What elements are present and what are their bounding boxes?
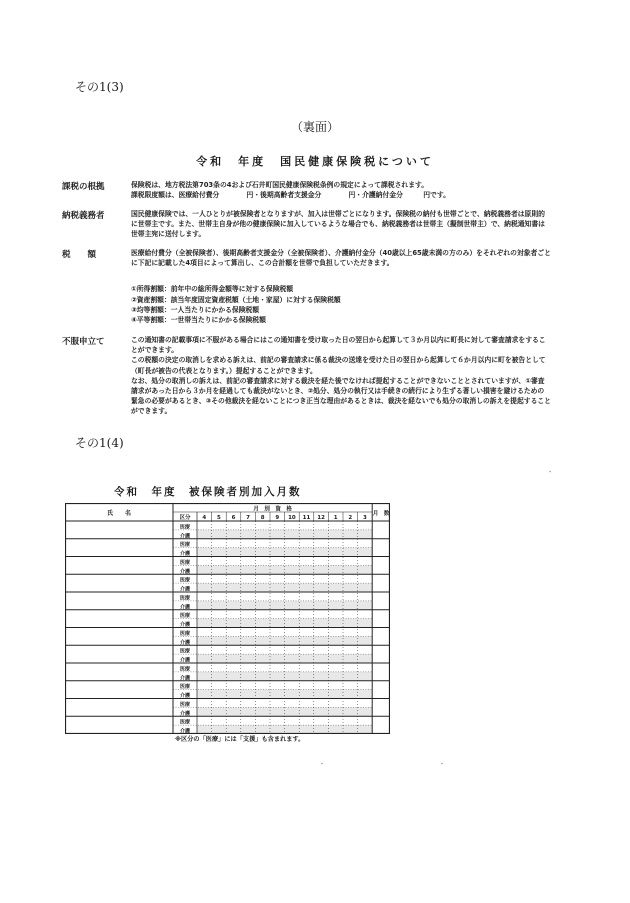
row-label-care: 介護 (179, 568, 191, 575)
section-line: なお、処分の取消しの訴えは、前記の審査請求に対する裁決を経た後でなければ提起することができないこととされていますが、①審査請求があった日から３か月を経過しても裁決がないとき、②処分、処分の執行又は手続きの続行により生ずる著しい損害を避けるための緊急の必要があるとき、③その他裁決を経ないことにつき正当な理由があるときは、裁決を経ないでも処分の取消しの訴えを提起することができます。 (131, 376, 551, 416)
month-header-1: 1 (333, 515, 338, 521)
row-label-medical: 医療 (179, 559, 191, 566)
care-row-shade (197, 530, 372, 539)
scan-mark-right: - (548, 468, 553, 476)
row-label-medical: 医療 (179, 630, 191, 637)
row-label-care: 介護 (179, 728, 191, 734)
section-body (131, 248, 551, 325)
table-note: ※区分の「医療」には「支援」も含まれます。 (175, 736, 305, 743)
row-label-care: 介護 (179, 604, 191, 611)
month-header-5: 5 (216, 515, 221, 521)
section-body (131, 335, 551, 417)
monthly-status-header: 月 別 資 格 (253, 506, 292, 513)
month-header-4: 4 (202, 515, 207, 521)
page-label-top: その1(3) (75, 80, 124, 94)
section-heading: 納税義務者 (62, 211, 105, 221)
row-label-medical: 医療 (179, 684, 191, 691)
scan-mark-bottom-1: - (320, 760, 325, 768)
row-label-care: 介護 (179, 533, 191, 540)
month-header-8: 8 (260, 515, 265, 521)
row-label-medical: 医療 (179, 542, 191, 549)
calc-item: ④平等割額：一世帯当たりにかかる保険税額 (131, 316, 266, 325)
care-row-shade (197, 672, 372, 681)
enrollment-table-svg (65, 503, 390, 734)
calc-item-list (131, 284, 551, 325)
month-header-11: 11 (302, 515, 311, 521)
section-line: 医療給付費分（全被保険者）、後期高齢者支援金分（全被保険者）、介護納付金分（40歳以上65歳未満の方のみ）をそれぞれの対象者ごとに下記に記載した4項目によって算出し、この合計額を世帯で負担していただきます。 (131, 249, 551, 268)
section-line: この通知書の記載事項に不服がある場合にはこの通知書を受け取った日の翌日から起算して３か月以内に町長に対して審査請求をすることができます。 (131, 336, 546, 355)
reverse-side-label: （裏面） (290, 120, 339, 134)
enrollment-months-table (65, 503, 390, 734)
page-label-mid: その1(4) (75, 436, 124, 450)
row-label-medical: 医療 (179, 613, 191, 620)
section-heading: 税 額 (62, 250, 97, 260)
month-header-12: 12 (317, 515, 325, 521)
row-label-care: 介護 (179, 693, 191, 699)
section-line: 課税限度額は、医療給付費分 円・後期高齢者支援金分 円・介護納付金分 円です。 (131, 191, 450, 200)
row-label-medical: 医療 (179, 577, 191, 584)
month-header-3: 3 (362, 515, 367, 521)
row-label-care: 介護 (179, 639, 191, 646)
row-label-care: 介護 (179, 586, 191, 593)
row-label-care: 介護 (179, 710, 191, 717)
total-months-header: 月 数 (372, 511, 390, 517)
section-heading: 不服申立て (62, 337, 105, 347)
care-row-shade (197, 690, 372, 699)
row-label-medical: 医療 (179, 666, 191, 673)
row-label-medical: 医療 (179, 701, 191, 708)
row-label-medical: 医療 (179, 648, 191, 655)
care-row-shade (197, 725, 372, 734)
row-label-care: 介護 (179, 622, 191, 628)
section-line: 国民健康保険では、一人ひとりが被保険者となりますが、加入は世帯ごとになります。保険税の納付も世帯ごとで、納税義務者は原則的に世帯主です。また、世帯主自身が他の健康保険に加入しているような場合でも、納税義務者は世帯主（擬制世帯主）で、納税通知書は世帯主宛に送付します。 (131, 210, 545, 239)
section-body (131, 209, 551, 240)
calc-item: ②資産割額：該当年度固定資産税額（土地・家屋）に対する保険税額 (131, 295, 341, 304)
row-label-medical: 医療 (179, 719, 191, 726)
section-line: 保険税は、地方税法第703条の4および石井町国民健康保険税条例の規定によって課税されます。 (131, 181, 429, 189)
table-title: 令和 年度 被保険者別加入月数 (114, 486, 302, 498)
name-header: 氏 名 (106, 510, 132, 517)
care-row-shade (197, 707, 372, 716)
care-row-shade (197, 636, 372, 645)
month-header-7: 7 (246, 515, 251, 521)
kubun-header: 区分 (179, 515, 191, 521)
row-label-medical: 医療 (179, 524, 191, 531)
section-line: この税額の決定の取消しを求める訴えは、前記の審査請求に係る裁決の送達を受けた日の翌日から起算して６か月以内に町を被告として（町長が被告の代表となります。）提起することができます。 (131, 356, 546, 375)
row-label-medical: 医療 (179, 595, 191, 602)
document-title: 令和 年度 国民健康保険税について (196, 155, 434, 168)
row-label-care: 介護 (179, 657, 191, 664)
scan-mark-bottom-2: - (440, 760, 445, 768)
row-label-care: 介護 (179, 551, 191, 557)
month-header-6: 6 (231, 515, 236, 521)
care-row-shade (197, 654, 372, 663)
month-header-10: 10 (288, 515, 296, 521)
month-header-2: 2 (348, 515, 353, 521)
section-body (131, 180, 551, 200)
row-label-care: 介護 (179, 675, 191, 682)
section-heading: 課税の根拠 (62, 182, 105, 192)
month-header-9: 9 (275, 515, 280, 521)
calc-item: ①所得割額：前年中の総所得金額等に対する保険税額 (131, 285, 294, 294)
calc-item: ③均等割額：一人当たりにかかる保険税額 (131, 305, 260, 314)
